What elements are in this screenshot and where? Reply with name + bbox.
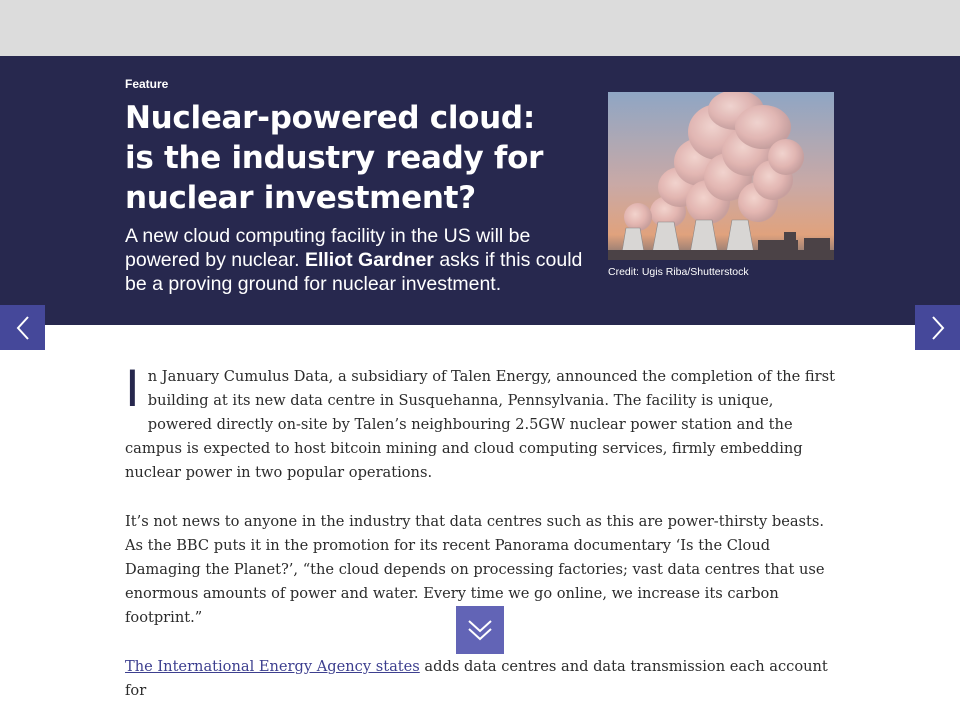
standfirst-text-end: asks if this could be a proving ground for nuclear investment. [125, 249, 583, 295]
article-paragraph-3 [125, 655, 835, 703]
cooling-towers-illustration [608, 92, 834, 260]
author-name[interactable]: Elliot Gardner [304, 249, 434, 271]
paragraph-text: adds data centres and data transmission each account for [125, 658, 828, 699]
hero-image-cooling-towers [608, 92, 834, 260]
chevron-right-icon [930, 315, 946, 341]
article-paragraph-1 [125, 360, 835, 485]
iea-link[interactable]: The International Energy Agency states [125, 658, 420, 675]
paragraph-text: n January Cumulus Data, a subsidiary of Talen Energy, announced the completion of the first building at its new data centre in Susquehanna, Pennsylvania. The facility is unique, powered directly on-site by Talen’s neighbouring 2.5GW nuclear power station and the campus is expected to host bitcoin mining and cloud computing services, firmly embedding nuclear power in two popular operations. [125, 368, 835, 481]
standfirst-text: A new cloud computing facility in the US will be powered by nuclear. [125, 225, 531, 271]
next-article-button[interactable] [915, 305, 960, 350]
scroll-down-button[interactable] [456, 606, 504, 654]
article-headline: Nuclear-powered cloud: is the industry ready for nuclear investment? [125, 100, 544, 216]
article-standfirst [125, 224, 595, 296]
article-hero [0, 56, 960, 325]
article-kicker: Feature [125, 77, 169, 91]
article-paragraph-2: It’s not news to anyone in the industry that data centres such as this are power-thirsty beasts. As the BBC puts it in the promotion for its recent Panorama documentary ‘Is the Cloud Damaging the Planet?’, “the cloud depends on processing factories; vast data centres that use enormous amounts of power and water. Every time we go online, we increase its carbon footprint.” [125, 513, 825, 626]
previous-article-button[interactable] [0, 305, 45, 350]
top-bar [0, 0, 960, 56]
double-chevron-down-icon [466, 616, 494, 644]
chevron-left-icon [15, 315, 31, 341]
article-body [125, 360, 835, 728]
drop-cap: I [125, 360, 140, 418]
image-credit: Credit: Ugis Riba/Shutterstock [608, 266, 749, 278]
